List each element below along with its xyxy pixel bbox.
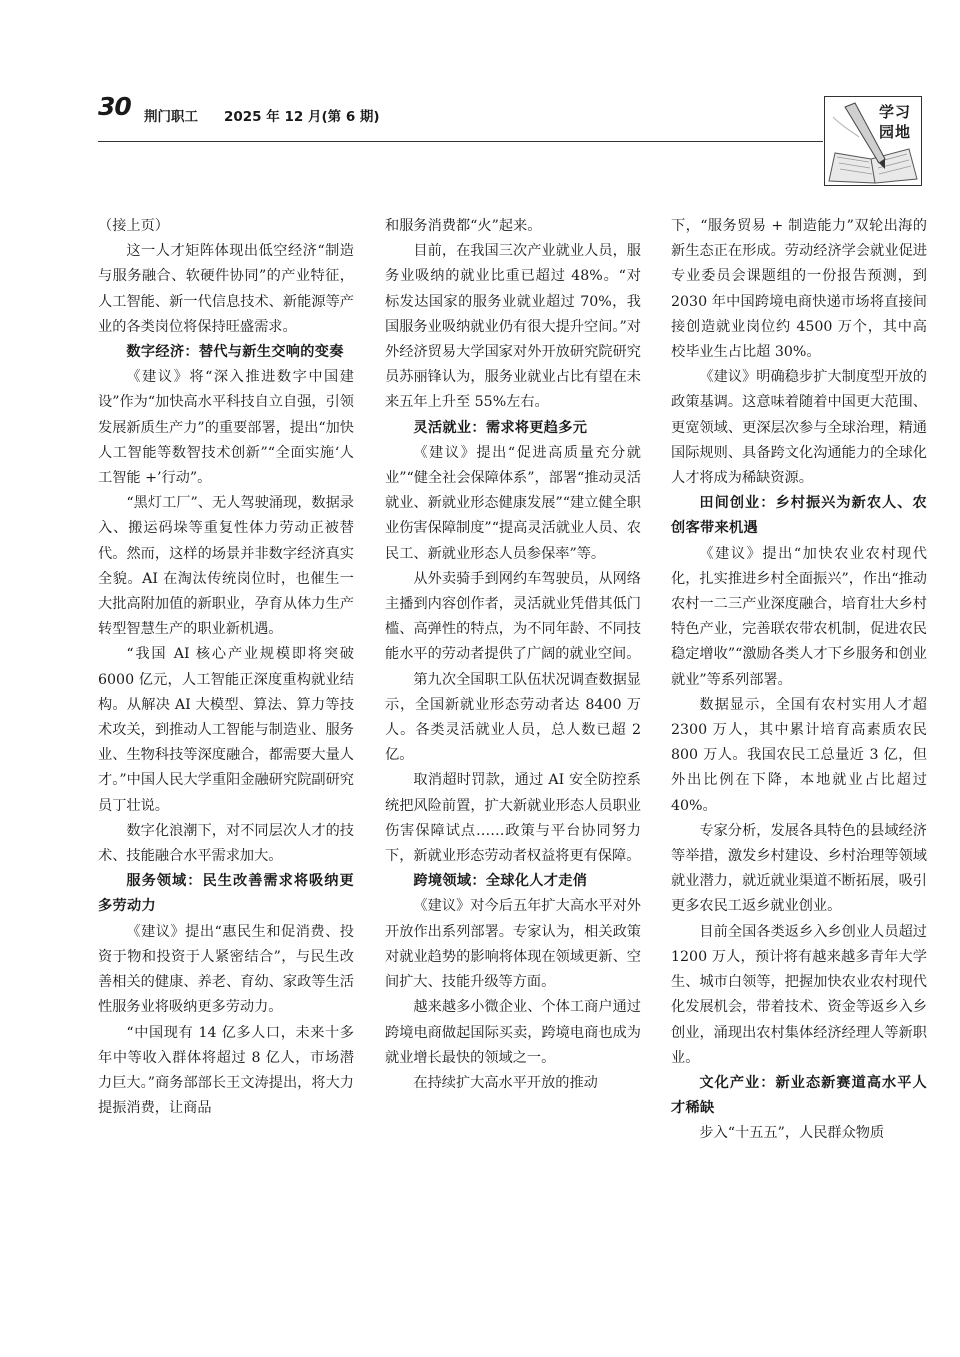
paragraph: “黑灯工厂”、无人驾驶涌现，数据录入、搬运码垛等重复性体力劳动正被替代。然而，这样的场景并非数字经济真实全貌。AI 在淘汰传统岗位时，也催生一大批高附加值的新职业，孕育从体力生产转型智慧生产的职业新机遇。 xyxy=(98,495,354,638)
column-2 xyxy=(385,214,641,1294)
paragraph: “我国 AI 核心产业规模即将突破 6000 亿元，人工智能正深度重构就业结构。从解决 AI 大模型、算法、算力等技术攻关，到推动人工智能与制造业、服务业、生物科技等深度融合，都需要大量人才。”中国人民大学重阳金融研究院副研究员丁壮说。 xyxy=(98,646,354,814)
paragraph: 《建议》对今后五年扩大高水平对外开放作出系列部署。专家认为，相关政策对就业趋势的影响将体现在领域更新、空间扩大、技能升级等方面。 xyxy=(385,898,641,991)
paragraph: 《建议》明确稳步扩大制度型开放的政策基调。这意味着随着中国更大范围、更宽领域、更深层次参与全球治理，精通国际规则、具备跨文化沟通能力的全球化人才将成为稀缺资源。 xyxy=(671,369,927,487)
paragraph: 这一人才矩阵体现出低空经济“制造与服务融合、软硬件协同”的产业特征，人工智能、新一代信息技术、新能源等产业的各类岗位将保持旺盛需求。 xyxy=(98,243,354,335)
section-heading: 跨境领域：全球化人才走俏 xyxy=(413,873,588,890)
issue-date: 2025 年 12 月(第 6 期) xyxy=(224,109,380,125)
page-header xyxy=(98,92,826,142)
paragraph: 在持续扩大高水平开放的推动 xyxy=(413,1074,598,1091)
section-heading: 灵活就业：需求将更趋多元 xyxy=(413,419,588,436)
paragraph: 目前全国各类返乡入乡创业人员超过 1200 万人，预计将有越来越多青年大学生、城市白领等，把握加快农业农村现代化发展机会，带着技术、资金等返乡入乡创业，涌现出农村集体经济经理人等新职业。 xyxy=(671,923,927,1066)
journal-name: 荆门职工 xyxy=(144,109,198,125)
continued-note: （接上页） xyxy=(98,218,169,234)
header-rule xyxy=(98,141,823,142)
section-label: 学习园地 xyxy=(878,103,911,141)
section-heading: 田间创业：乡村振兴为新农人、农创客带来机遇 xyxy=(671,495,927,537)
paragraph: 《建议》提出“惠民生和促消费、投资于物和投资于人紧密结合”，与民生改善相关的健康、养老、育幼、家政等生活性服务业将吸纳更多劳动力。 xyxy=(98,923,354,1016)
paragraph: 《建议》提出“加快农业农村现代化，扎实推进乡村全面振兴”，作出“推动农村一二三产业深度融合，培育壮大乡村特色产业，完善联农带农机制，促进农民稳定增收”“激励各类人才下乡服务和创业就业”等系列部署。 xyxy=(671,545,927,688)
paragraph: 专家分析，发展各具特色的县域经济等举措，激发乡村建设、乡村治理等领域就业潜力，就近就业渠道不断拓展，吸引更多农民工返乡就业创业。 xyxy=(671,822,927,915)
paragraph: 数字化浪潮下，对不同层次人才的技术、技能融合水平需求加大。 xyxy=(98,822,354,865)
section-heading: 文化产业：新业态新赛道高水平人才稀缺 xyxy=(671,1074,927,1117)
continued-paragraph: 和服务消费都“火”起来。 xyxy=(385,218,542,234)
column-3 xyxy=(671,214,927,1294)
paragraph: 取消超时罚款，通过 AI 安全防控系统把风险前置，扩大新就业形态人员职业伤害保障试点……政策与平台协同努力下，新就业形态劳动者权益将更有保障。 xyxy=(385,772,641,865)
paragraph: 从外卖骑手到网约车驾驶员，从网络主播到内容创作者，灵活就业凭借其低门槛、高弹性的特点，为不同年龄、不同技能水平的劳动者提供了广阔的就业空间。 xyxy=(385,570,641,663)
paragraph: 数据显示，全国有农村实用人才超 2300 万人，其中累计培育高素质农民 800 万人。我国农民工总量近 3 亿，但外出比例在下降，本地就业占比超过 40%。 xyxy=(671,696,927,814)
column-1 xyxy=(98,214,354,1294)
continued-paragraph: 下，“服务贸易 + 制造能力”双轮出海的新生态正在形成。劳动经济学会就业促进专业委员会课题组的一份报告预测，到 2030 年中国跨境电商快递市场将直接间接创造就业岗位约 4500 万个，其中高校毕业生占比超 30%。 xyxy=(671,218,927,361)
section-heading: 服务领域：民生改善需求将吸纳更多劳动力 xyxy=(98,873,354,915)
paragraph: 越来越多小微企业、个体工商户通过跨境电商做起国际买卖，跨境电商也成为就业增长最快的领域之一。 xyxy=(385,999,641,1066)
paragraph: 《建议》提出“促进高质量充分就业”“健全社会保障体系”，部署“推动灵活就业、新就业形态健康发展”“建立健全职业伤害保障制度”“提高灵活就业人员、农民工、新就业形态人员参保率”等。 xyxy=(385,444,641,562)
page-number: 30 xyxy=(98,92,131,121)
section-heading: 数字经济：替代与新生交响的变奏 xyxy=(126,344,344,361)
paragraph: 步入“十五五”，人民群众物质 xyxy=(699,1125,885,1142)
section-emblem xyxy=(824,96,922,186)
paragraph: 第九次全国职工队伍状况调查数据显示，全国新就业形态劳动者达 8400 万人。各类灵活就业人员，总人数已超 2 亿。 xyxy=(385,671,641,764)
paragraph: 《建议》将“深入推进数字中国建设”作为“加快高水平科技自立自强，引领发展新质生产力”的重要部署，提出“加快人工智能等数智技术创新”“全面实施‘人工智能 +’行动”。 xyxy=(98,369,354,487)
paragraph: 目前，在我国三次产业就业人员，服务业吸纳的就业比重已超过 48%。“对标发达国家的服务业就业超过 70%，我国服务业吸纳就业仍有很大提升空间。”对外经济贸易大学国家对外开放研究院研究员苏丽锋认为，服务业就业占比有望在未来五年上升至 55%左右。 xyxy=(385,243,641,411)
paragraph: “中国现有 14 亿多人口，未来十多年中等收入群体将超过 8 亿人，市场潜力巨大。”商务部部长王文涛提出，将大力提振消费，让商品 xyxy=(98,1024,354,1117)
